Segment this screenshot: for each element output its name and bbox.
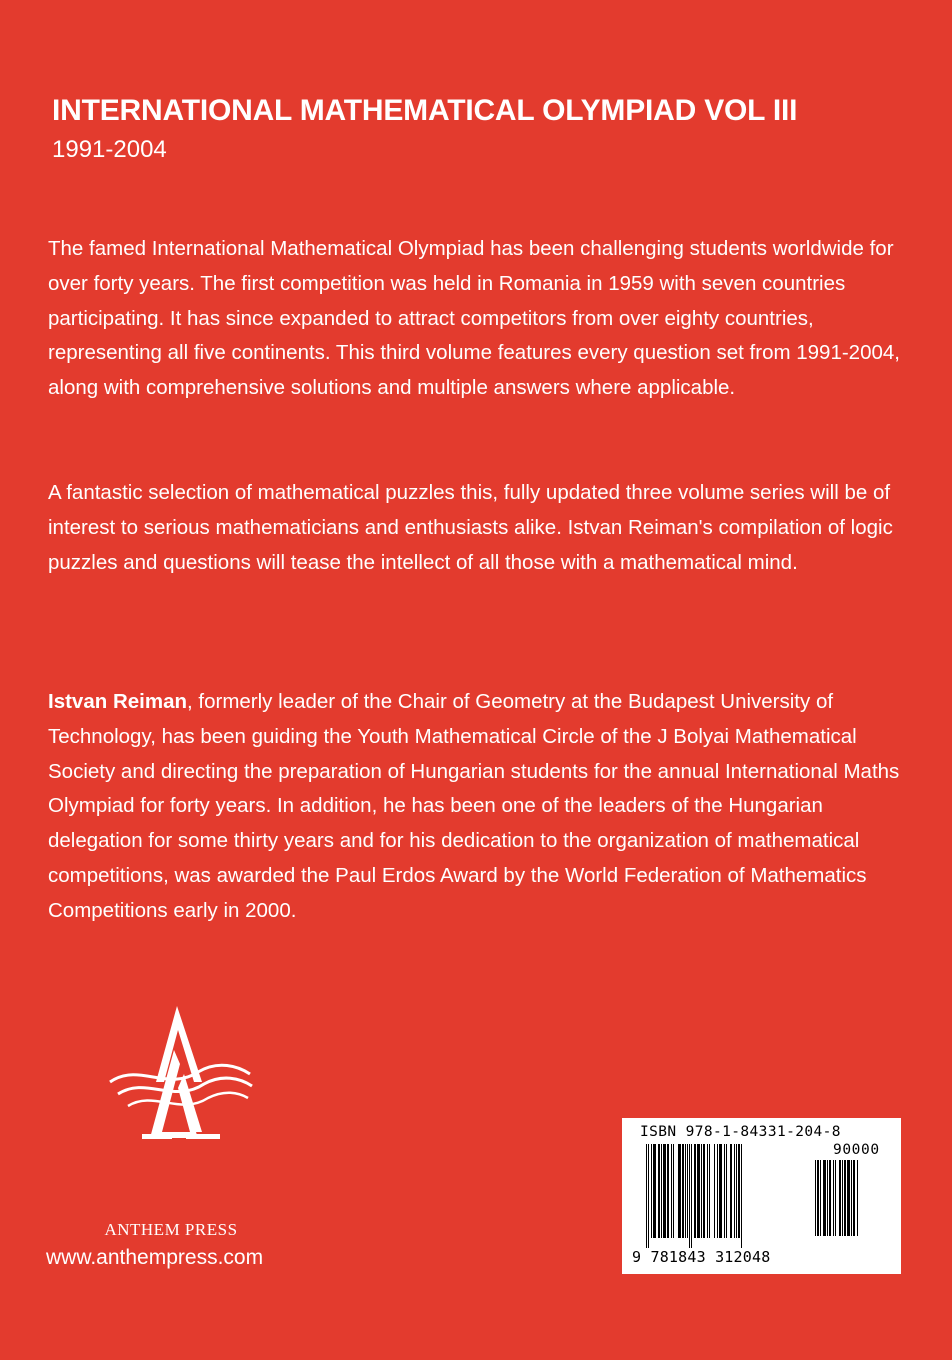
price-code: 90000 <box>833 1142 880 1158</box>
book-years: 1991-2004 <box>52 136 167 163</box>
addon-barcode <box>815 1160 885 1246</box>
author-bio-text: , formerly leader of the Chair of Geometry at the Budapest University of Technology, has been guiding the Youth Mathematical Circle of the J Bolyai Mathematical Society and directing the preparation of Hungarian students for the annual International Maths Olympiad for forty years. In addition, he has been one of the leaders of the Hungarian delegation for some thirty years and for his dedication to the organization of mathematical competitions, was awarded the Paul Erdos Award by the World Federation of Mathematics Competitions early in 2000. <box>48 690 900 922</box>
ean-number: 9 781843 312048 <box>632 1248 771 1266</box>
publisher-website: www.anthempress.com <box>46 1246 264 1269</box>
anthem-press-logo-icon <box>98 1000 258 1150</box>
author-name: Istvan Reiman <box>48 690 187 713</box>
author-bio <box>48 685 908 929</box>
isbn-label: ISBN 978-1-84331-204-8 <box>640 1124 841 1140</box>
publisher-name: ANTHEM PRESS <box>104 1220 238 1239</box>
book-title: INTERNATIONAL MATHEMATICAL OLYMPIAD VOL III <box>52 94 798 127</box>
description-paragraph-1: The famed International Mathematical Olympiad has been challenging students worldwide for over forty years. The first competition was held in Romania in 1959 with seven countries participating. It has since expanded to attract competitors from over eighty countries, representing all five continents. This third volume features every question set from 1991-2004, along with comprehensive solutions and multiple answers where applicable. <box>48 237 900 400</box>
description-paragraph-2: A fantastic selection of mathematical puzzles this, fully updated three volume series will be of interest to serious mathematicians and enthusiasts alike. Istvan Reiman's compilation of logic puzzles and questions will tease the intellect of all those with a mathematical mind. <box>48 481 893 574</box>
barcode-panel <box>622 1118 901 1274</box>
ean-barcode <box>646 1144 811 1248</box>
